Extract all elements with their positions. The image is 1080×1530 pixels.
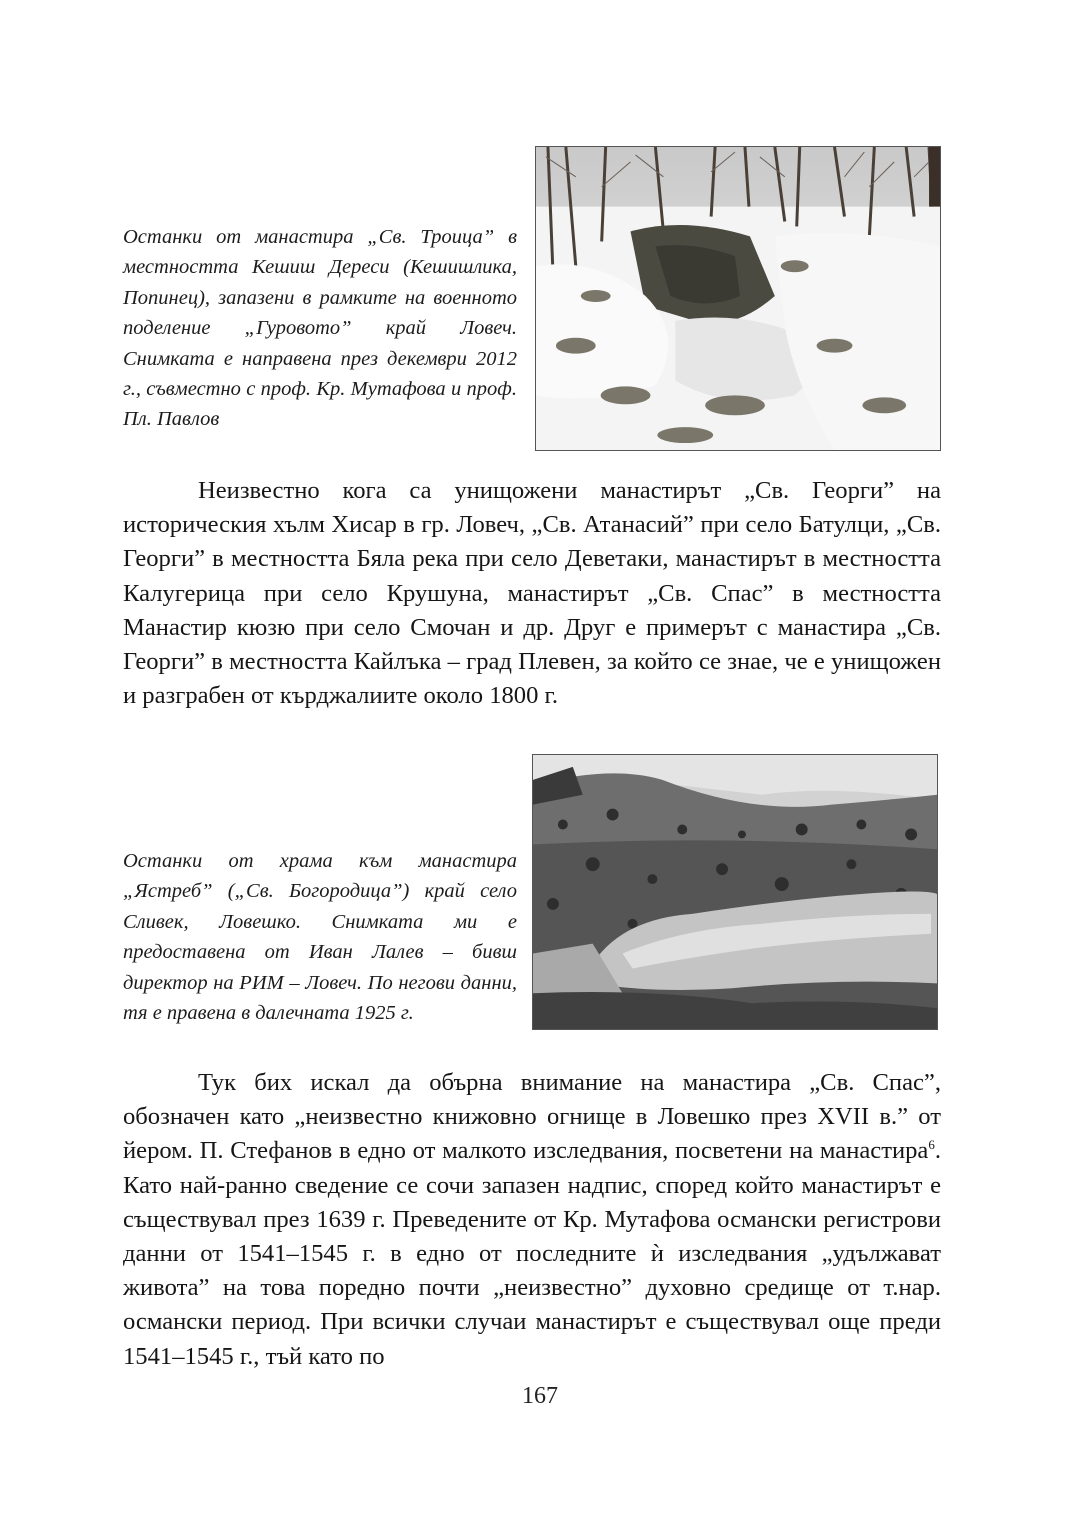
figure-caption-1 (123, 222, 517, 435)
caption-text: Останки от храма към манастира „Ястреб” („Св. Богородица”) край село Сливек, Ловешко. Снимката ми е предоставена от Иван Лалев – бивш директор на РИМ – Ловеч. По негови данни, тя е правена в далечната 1925 г. (123, 850, 517, 1025)
paragraph-start: Тук бих искал да обърна внимание на манастира „Св. Спас”, обозначен като „неизвестно книжовно огнище в Ловешко през XVII в.” от йером. П. Стефанов в едно от малкото изследвания, посветени на манастира (123, 1069, 941, 1165)
caption-text: Останки от манастира „Св. Троица” в местността Кешиш Дереси (Кешишлика, Попинец), запазени в рамките на военното поделение „Гуровото” край Ловеч. Снимката е направена през декември 2012 г., съвместно с проф. Кр. Мутафова и проф. Пл. Павлов (123, 226, 517, 431)
footnote-marker[interactable]: 6 (928, 1137, 935, 1153)
photo-church-ruins (532, 754, 938, 1030)
figure-caption-2 (123, 846, 517, 1028)
paragraph-text: Неизвестно кога са унищожени манастирът „Св. Георги” на историческия хълм Хисар в гр. Ловеч, „Св. Атанасий” при село Батулци, „Св. Георги” в местността Бяла река при село Деветаки, манастирът в местността Калугерица при село Крушуна, манастирът „Св. Спас” в местността Манастир кюзю при село Смочан и др. Друг е примерът с манастира „Св. Георги” в местността Кайлъка – град Плевен, за който се знае, че е унищожен и разграбен от кърджалиите около 1800 г. (123, 477, 941, 710)
paragraph-text (123, 1066, 941, 1374)
body-paragraph-1 (123, 474, 941, 713)
paragraph-rest: . Като най-ранно сведение се сочи запазен надпис, според който манастирът е съществувал през 1639 г. Преведените от Кр. Мутафова османски регистрови данни от 1541–1545 г. в едно от последните ѝ изследвания „удължават живота” на това поредно почти „неизвестно” духовно средище от т.нар. османски период. При всички случаи манастирът е съществувал още преди 1541–1545 г., тъй като по (123, 1137, 941, 1370)
photo-snowy-ruins (535, 146, 941, 451)
page-number: 167 (522, 1383, 558, 1409)
body-paragraph-2 (123, 1066, 941, 1374)
